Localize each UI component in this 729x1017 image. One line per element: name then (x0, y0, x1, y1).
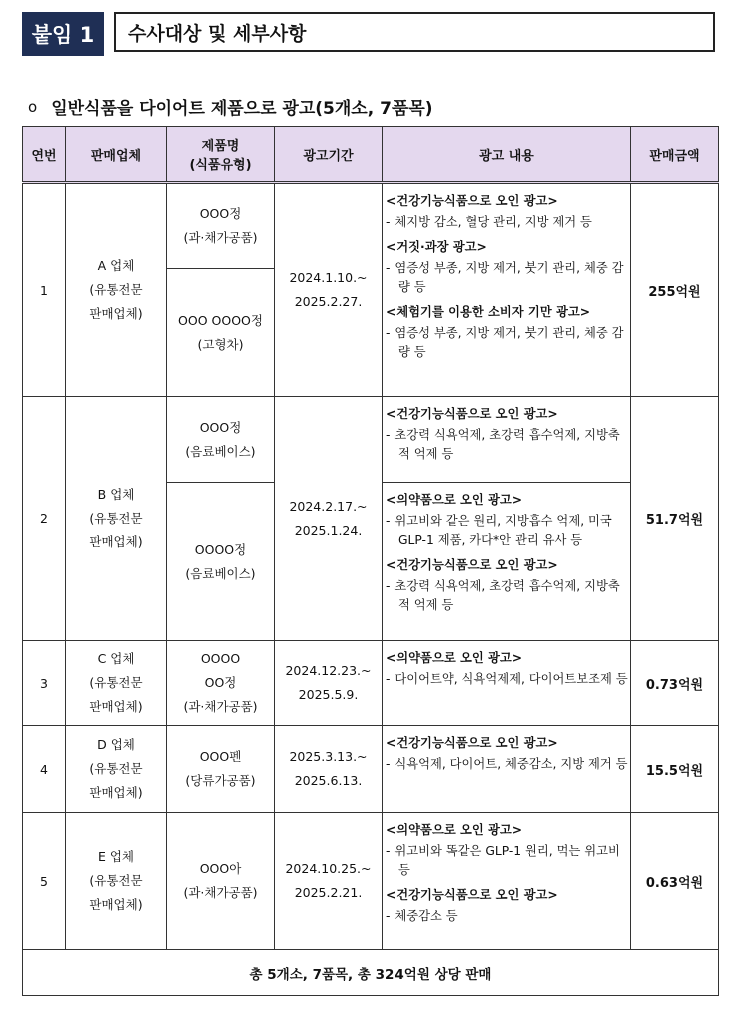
row-no: 2 (23, 397, 66, 641)
row-amount: 255억원 (631, 183, 719, 397)
table-row (23, 726, 719, 813)
row-no: 4 (23, 726, 66, 813)
header-product (167, 127, 275, 183)
seller-type: (유통전문 (89, 675, 143, 691)
seller-type: (유통전문 (89, 282, 143, 298)
row-period (275, 397, 383, 641)
row-product (167, 397, 275, 483)
content-heading: <의약품으로 오인 광고> (386, 493, 523, 507)
row-period (275, 813, 383, 950)
seller-type: (유통전문 (89, 761, 143, 777)
seller-type: (유통전문 (89, 510, 143, 526)
product-type: (음료베이스) (185, 565, 256, 581)
table-header-row (23, 127, 719, 183)
seller-name: C 업체 (97, 651, 135, 667)
header-product-line2: (식품유형) (189, 158, 252, 173)
content-heading: <건강기능식품으로 오인 광고> (386, 407, 558, 421)
section-title: 일반식품을 다이어트 제품으로 광고 (51, 99, 316, 119)
product-type: (고형차) (197, 336, 244, 352)
row-amount: 0.63억원 (631, 813, 719, 950)
row-seller (66, 183, 167, 397)
period-start: 2024.2.17.~ (289, 498, 368, 514)
content-item: - 초강력 식욕억제, 초강력 흡수억제, 지방축적 억제 등 (386, 428, 620, 462)
content-item: - 다이어트약, 식욕억제제, 다이어트보조제 등 (386, 672, 628, 687)
content-heading: <거짓·과장 광고> (386, 240, 487, 255)
content-item: - 체지방 감소, 혈당 관리, 지방 제거 등 (386, 215, 592, 230)
row-period (275, 183, 383, 397)
total-summary: 총 5개소, 7품목, 총 324억원 상당 판매 (23, 950, 719, 996)
table-row (23, 813, 719, 950)
seller-name: A 업체 (97, 258, 135, 274)
content-item: - 식욕억제, 다이어트, 체중감소, 지방 제거 등 (386, 757, 628, 772)
section-heading (28, 94, 433, 119)
header-no: 연번 (23, 127, 66, 183)
content-item: - 위고비와 똑같은 GLP-1 원리, 먹는 위고비 등 (386, 844, 620, 878)
product-name: OOO아 (199, 861, 242, 877)
row-content (383, 726, 631, 813)
row-content (383, 813, 631, 950)
table-row (23, 641, 719, 726)
row-amount: 51.7억원 (631, 397, 719, 641)
investigation-table (22, 126, 719, 996)
row-content (383, 397, 631, 483)
row-content (383, 641, 631, 726)
header-content: 광고 내용 (383, 127, 631, 183)
product-name: OO정 (204, 675, 237, 691)
content-item: - 염증성 부종, 지방 제거, 붓기 관리, 체중 감량 등 (386, 326, 624, 360)
total-row (23, 950, 719, 996)
row-no: 1 (23, 183, 66, 397)
header-seller: 판매업체 (66, 127, 167, 183)
period-end: 2025.2.27. (294, 294, 363, 309)
header-product-line1: 제품명 (201, 139, 240, 154)
row-product (167, 483, 275, 641)
row-seller (66, 397, 167, 641)
bullet-marker: o (28, 97, 38, 116)
row-content (383, 183, 631, 397)
content-heading: <체험기를 이용한 소비자 기만 광고> (386, 305, 591, 320)
period-start: 2024.1.10.~ (289, 270, 368, 286)
seller-type: 판매업체) (89, 534, 143, 550)
row-product (167, 726, 275, 813)
content-heading: <건강기능식품으로 오인 광고> (386, 558, 558, 573)
content-heading: <의약품으로 오인 광고> (386, 651, 523, 665)
content-item: - 초강력 식욕억제, 초강력 흡수억제, 지방축적 억제 등 (386, 579, 620, 613)
content-item: - 위고비와 같은 원리, 지방흡수 억제, 미국GLP-1 제품, 카다*안 관리 유사 등 (386, 514, 612, 548)
row-product (167, 183, 275, 269)
content-item: - 체중감소 등 (386, 909, 458, 924)
product-type: (과·채가공품) (183, 698, 258, 714)
row-content (383, 483, 631, 641)
product-name: OOO정 (199, 419, 242, 435)
content-heading: <의약품으로 오인 광고> (386, 823, 523, 837)
product-name: OOOO (200, 651, 241, 667)
period-start: 2024.10.25.~ (285, 861, 372, 877)
content-heading: <건강기능식품으로 오인 광고> (386, 736, 558, 750)
seller-type: (유통전문 (89, 873, 143, 889)
row-amount: 15.5억원 (631, 726, 719, 813)
seller-type: 판매업체) (89, 784, 143, 800)
content-heading: <건강기능식품으로 오인 광고> (386, 888, 558, 903)
row-seller (66, 813, 167, 950)
seller-type: 판매업체) (89, 698, 143, 714)
product-type: (음료베이스) (185, 443, 256, 459)
product-type: (당류가공품) (185, 773, 256, 788)
row-seller (66, 726, 167, 813)
row-period (275, 641, 383, 726)
product-type: (과·채가공품) (183, 885, 258, 900)
product-name: OOOO정 (194, 541, 247, 557)
section-title-suffix: (5개소, 7품목) (315, 99, 433, 119)
period-end: 2025.6.13. (294, 773, 363, 788)
period-start: 2025.3.13.~ (289, 749, 368, 765)
seller-name: E 업체 (97, 849, 135, 865)
row-product (167, 813, 275, 950)
row-product (167, 269, 275, 397)
annex-header (22, 12, 719, 56)
seller-type: 판매업체) (89, 896, 143, 912)
seller-name: B 업체 (97, 486, 135, 502)
period-end: 2025.2.21. (294, 885, 363, 900)
row-period (275, 726, 383, 813)
row-no: 3 (23, 641, 66, 726)
seller-type: 판매업체) (89, 305, 143, 321)
header-amount: 판매금액 (631, 127, 719, 183)
table-row (23, 183, 719, 269)
product-name: OOO OOOO정 (178, 312, 263, 328)
product-name: OOO정 (199, 206, 242, 222)
period-end: 2025.1.24. (294, 522, 363, 538)
content-heading: <건강기능식품으로 오인 광고> (386, 194, 558, 208)
period-end: 2025.5.9. (298, 687, 359, 702)
product-name: OOO펜 (199, 749, 242, 765)
header-period: 광고기간 (275, 127, 383, 183)
annex-title: 수사대상 및 세부사항 (114, 12, 715, 52)
period-start: 2024.12.23.~ (285, 663, 372, 679)
row-seller (66, 641, 167, 726)
seller-name: D 업체 (97, 737, 135, 753)
annex-badge: 붙임 1 (22, 12, 104, 56)
table-row (23, 397, 719, 483)
row-no: 5 (23, 813, 66, 950)
row-amount: 0.73억원 (631, 641, 719, 726)
row-product (167, 641, 275, 726)
content-item: - 염증성 부종, 지방 제거, 붓기 관리, 체중 감량 등 (386, 261, 624, 295)
product-type: (과·채가공품) (183, 230, 258, 245)
